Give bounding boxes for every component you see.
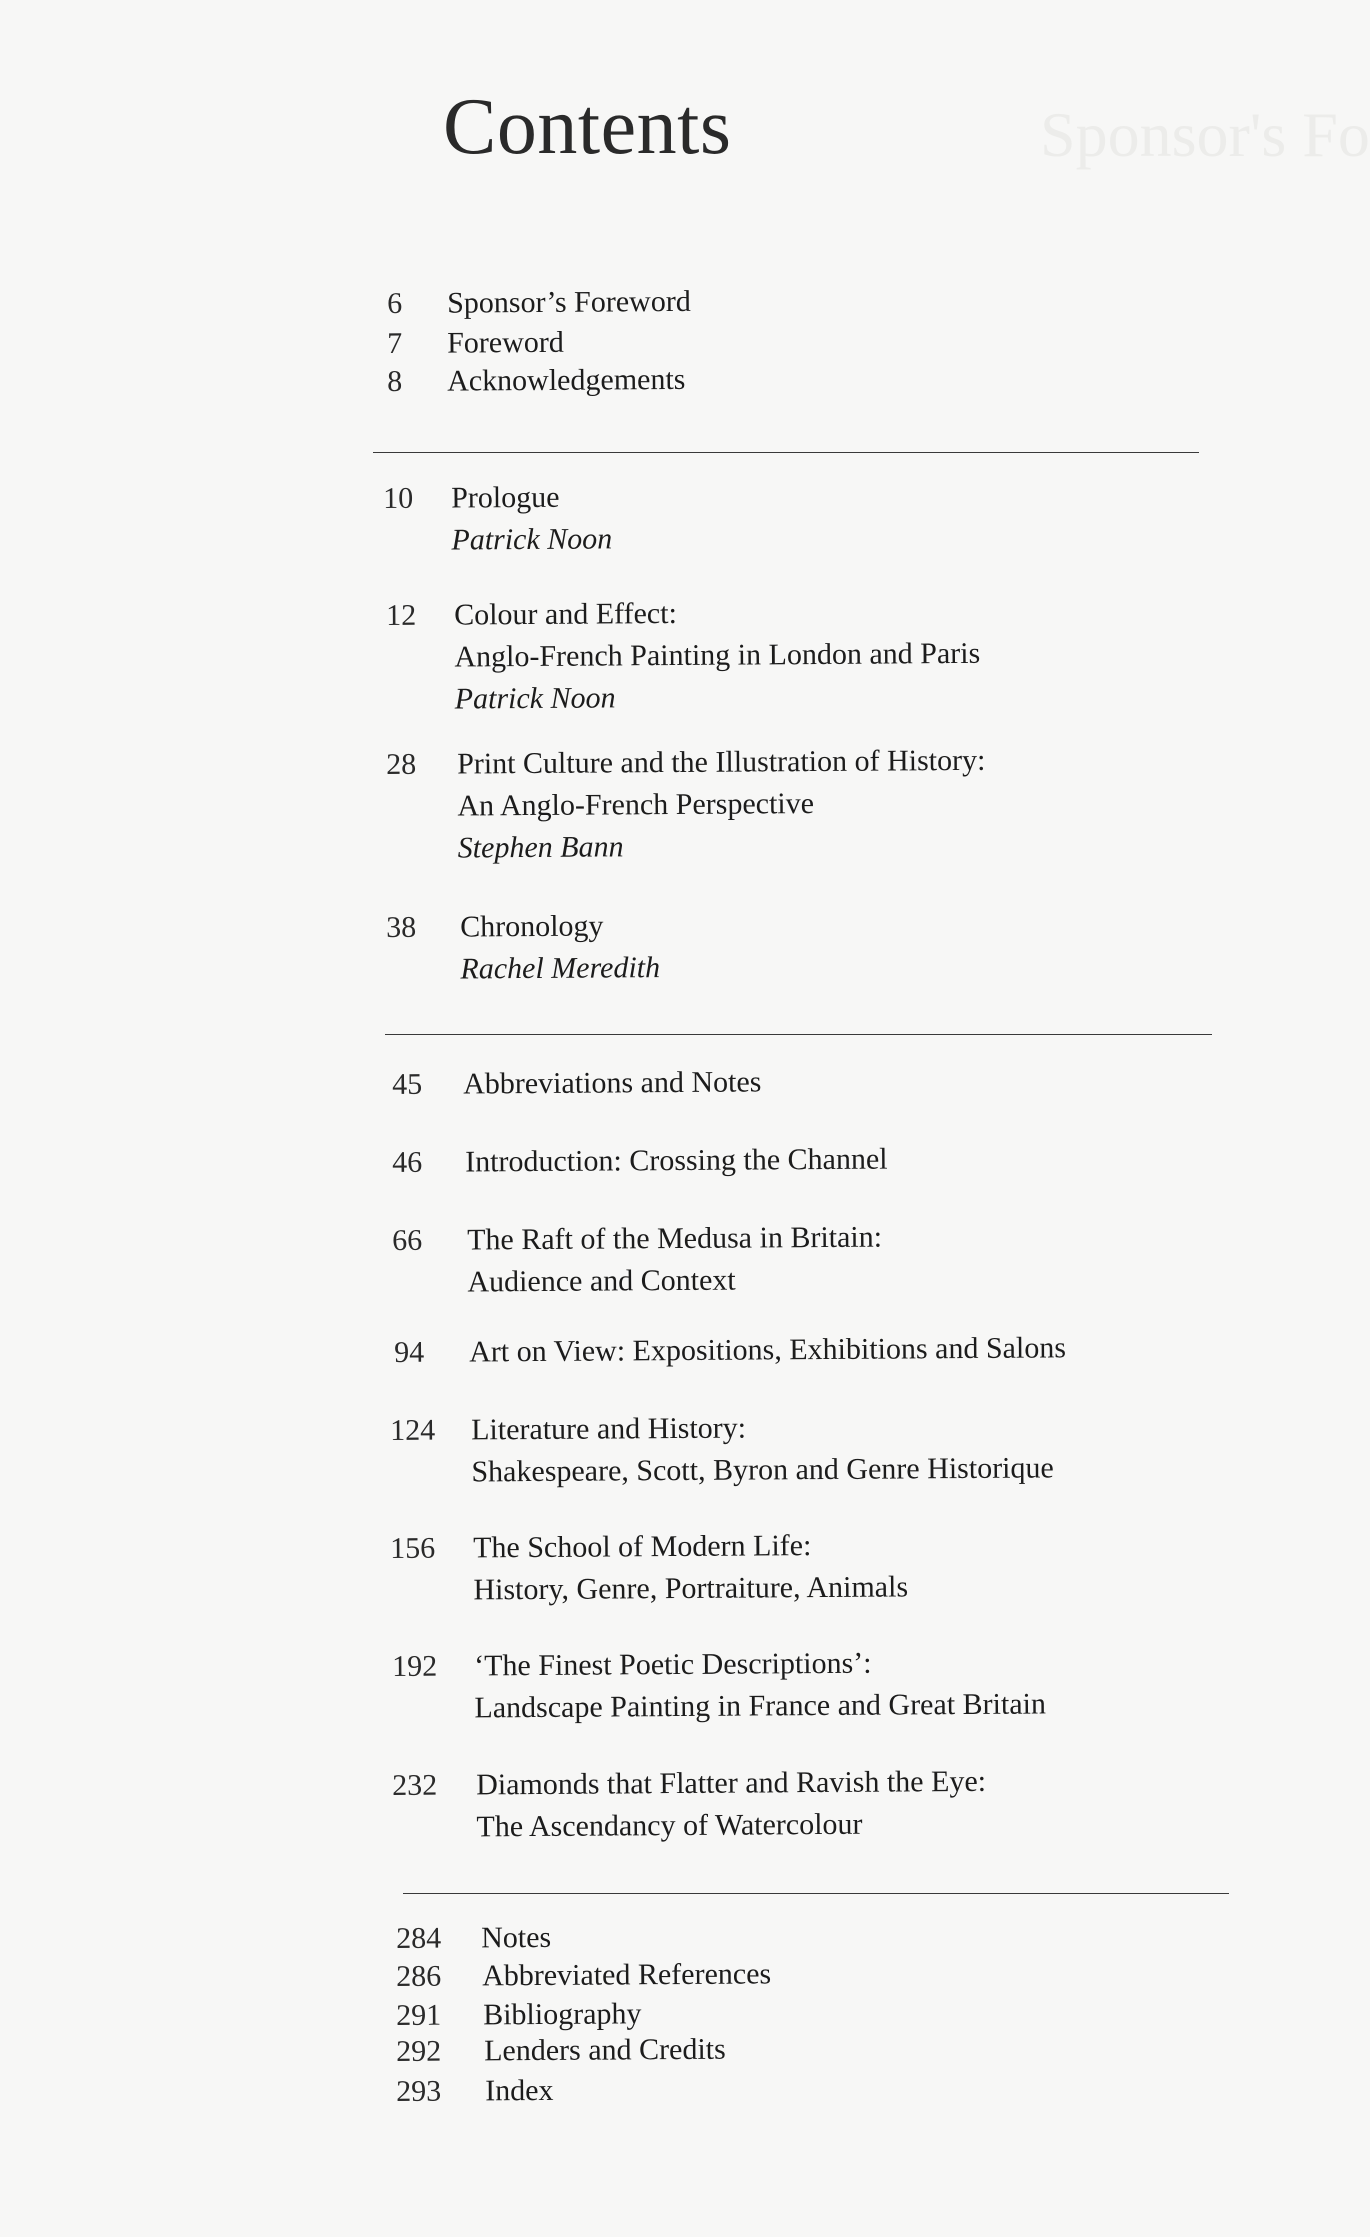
toc-entry-title-line: Prologue — [451, 480, 560, 515]
toc-page-number: 8 — [387, 364, 403, 398]
toc-page-number: 284 — [396, 1921, 442, 1955]
toc-entry-text — [447, 322, 564, 365]
toc-entry-text — [463, 1061, 762, 1105]
toc-page-number: 7 — [387, 326, 403, 360]
toc-entry-title-line: Chronology — [460, 909, 604, 944]
toc-entry-title-line: Abbreviations and Notes — [463, 1065, 762, 1101]
toc-entry-title-line: Art on View: Expositions, Exhibitions and Salons — [469, 1331, 1067, 1369]
toc-page-number: 192 — [392, 1649, 438, 1683]
section-divider — [403, 1893, 1229, 1894]
toc-entry-title-line: ‘The Finest Poetic Descriptions’: — [474, 1646, 872, 1683]
toc-page-number: 94 — [394, 1335, 425, 1369]
toc-entry-text — [469, 1327, 1066, 1373]
toc-page-number: 232 — [392, 1768, 438, 1802]
toc-entry-text — [460, 905, 660, 990]
toc-entry-author: Stephen Bann — [457, 830, 624, 865]
toc-entry-title-line: Introduction: Crossing the Channel — [465, 1142, 888, 1179]
toc-entry-title-line: Abbreviated References — [482, 1957, 772, 1993]
toc-page-number: 293 — [396, 2074, 442, 2108]
toc-entry-author: Patrick Noon — [451, 522, 613, 557]
toc-page-number: 291 — [396, 1998, 442, 2032]
toc-entry-title-line: An Anglo-French Perspective — [457, 787, 815, 823]
toc-page-number: 45 — [392, 1067, 423, 1101]
toc-page-number: 12 — [386, 598, 417, 632]
toc-entry-text — [481, 1917, 551, 1959]
toc-entry-text — [482, 1953, 771, 1997]
toc-entry-title-line: Literature and History: — [471, 1411, 747, 1447]
toc-entry-text — [447, 359, 686, 403]
toc-page-number: 38 — [386, 910, 417, 944]
section-divider — [373, 452, 1199, 453]
bleed-through-text: Sponsor's Fo — [1040, 99, 1370, 170]
section-divider — [385, 1034, 1212, 1035]
toc-entry-title-line: Print Culture and the Illustration of History: — [457, 743, 986, 781]
toc-page-number: 124 — [390, 1413, 436, 1447]
toc-entry-title-line: Notes — [481, 1920, 552, 1955]
toc-entry-text — [457, 740, 986, 870]
toc-page-number: 66 — [392, 1223, 423, 1257]
toc-entry-title-line: The Raft of the Medusa in Britain: — [467, 1220, 883, 1257]
toc-entry-title-line: Acknowledgements — [447, 362, 686, 398]
toc-entry-title-line: Colour and Effect: — [454, 596, 677, 632]
toc-entry-title-line: Bibliography — [483, 1997, 642, 2032]
toc-entry-title-line: Sponsor’s Foreword — [447, 284, 691, 320]
toc-entry-text — [465, 1139, 888, 1184]
toc-entry-author: Rachel Meredith — [460, 951, 661, 986]
toc-entry-title-line: The Ascendancy of Watercolour — [476, 1807, 863, 1844]
toc-page-number: 10 — [383, 481, 414, 515]
toc-page-number: 6 — [387, 286, 403, 320]
toc-entry-text — [484, 2029, 726, 2073]
toc-entry-title-line: Index — [485, 2073, 554, 2108]
toc-entry-text — [485, 2070, 554, 2112]
toc-entry-text — [476, 1761, 986, 1849]
toc-entry-text — [454, 591, 981, 721]
toc-page-number: 28 — [386, 747, 417, 781]
toc-entry-title-line: Landscape Painting in France and Great Britain — [474, 1687, 1047, 1725]
toc-page-number: 292 — [396, 2034, 442, 2068]
toc-entry-text — [451, 476, 612, 561]
toc-entry-text — [447, 281, 691, 325]
toc-page-number: 46 — [392, 1145, 423, 1179]
toc-entry-title-line: Audience and Context — [467, 1263, 736, 1299]
toc-page-number: 286 — [396, 1959, 442, 1993]
toc-entry-text — [467, 1217, 882, 1304]
toc-entry-title-line: History, Genre, Portraiture, Animals — [473, 1570, 909, 1607]
toc-entry-title-line: The School of Modern Life: — [473, 1529, 812, 1565]
toc-entry-text — [474, 1641, 1046, 1729]
toc-entry-text — [473, 1524, 908, 1611]
toc-entry-title-line: Foreword — [447, 325, 564, 360]
page-title: Contents — [443, 83, 732, 171]
toc-entry-author: Patrick Noon — [454, 681, 616, 716]
toc-entry-title-line: Lenders and Credits — [484, 2032, 726, 2068]
toc-page-number: 156 — [390, 1531, 436, 1565]
toc-entry-title-line: Anglo-French Painting in London and Paris — [454, 636, 981, 674]
toc-entry-title-line: Shakespeare, Scott, Byron and Genre Historique — [471, 1451, 1054, 1489]
toc-entry-text — [471, 1405, 1054, 1493]
toc-entry-title-line: Diamonds that Flatter and Ravish the Eye: — [476, 1764, 987, 1802]
